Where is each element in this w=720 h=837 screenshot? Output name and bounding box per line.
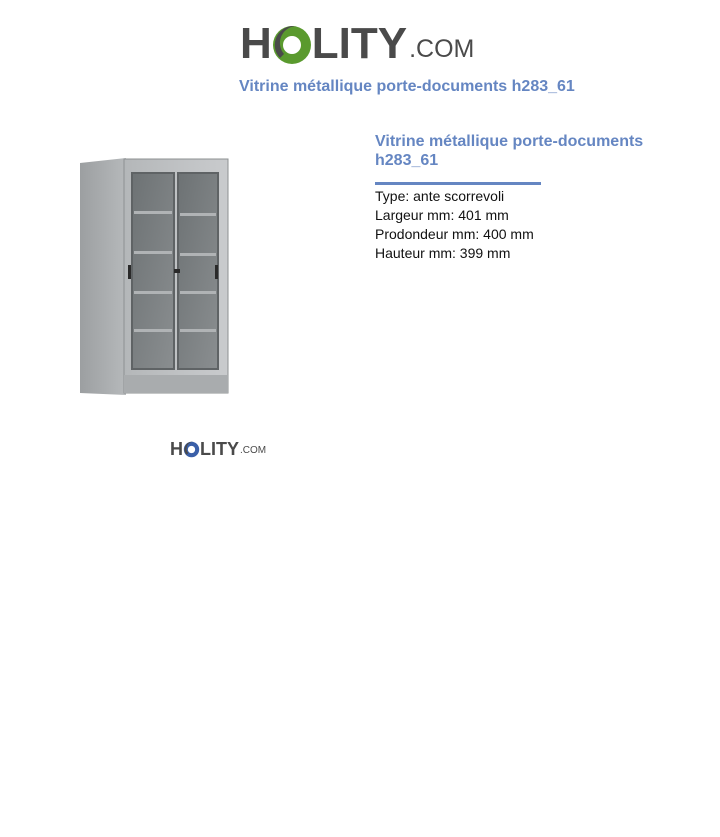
spec-width: Largeur mm: 401 mm bbox=[375, 207, 509, 223]
logo-letters: LITY bbox=[200, 439, 239, 459]
product-title: Vitrine métallique porte-documents h283_61 bbox=[375, 133, 644, 169]
logo-letter-h: H bbox=[240, 19, 272, 68]
logo-domain: .COM bbox=[409, 35, 475, 63]
half-circle-o-icon bbox=[272, 24, 312, 66]
title-divider bbox=[375, 182, 541, 185]
brand-logo[interactable] bbox=[240, 14, 474, 66]
product-image bbox=[78, 155, 230, 404]
product-details bbox=[375, 132, 675, 263]
spec-height: Hauteur mm: 399 mm bbox=[375, 245, 511, 261]
spec-depth: Prodondeur mm: 400 mm bbox=[375, 226, 534, 242]
sliding-door-cabinet-image bbox=[78, 155, 230, 399]
brand-logo-small bbox=[170, 438, 266, 458]
logo-letter-h: H bbox=[170, 439, 183, 459]
logo-letters: LITY bbox=[311, 19, 408, 68]
spec-type: Type: ante scorrevoli bbox=[375, 188, 505, 204]
half-circle-o-icon bbox=[183, 441, 200, 458]
logo-domain: .COM bbox=[240, 445, 267, 456]
page-title: Vitrine métallique porte-documents h283_61 bbox=[239, 78, 575, 95]
